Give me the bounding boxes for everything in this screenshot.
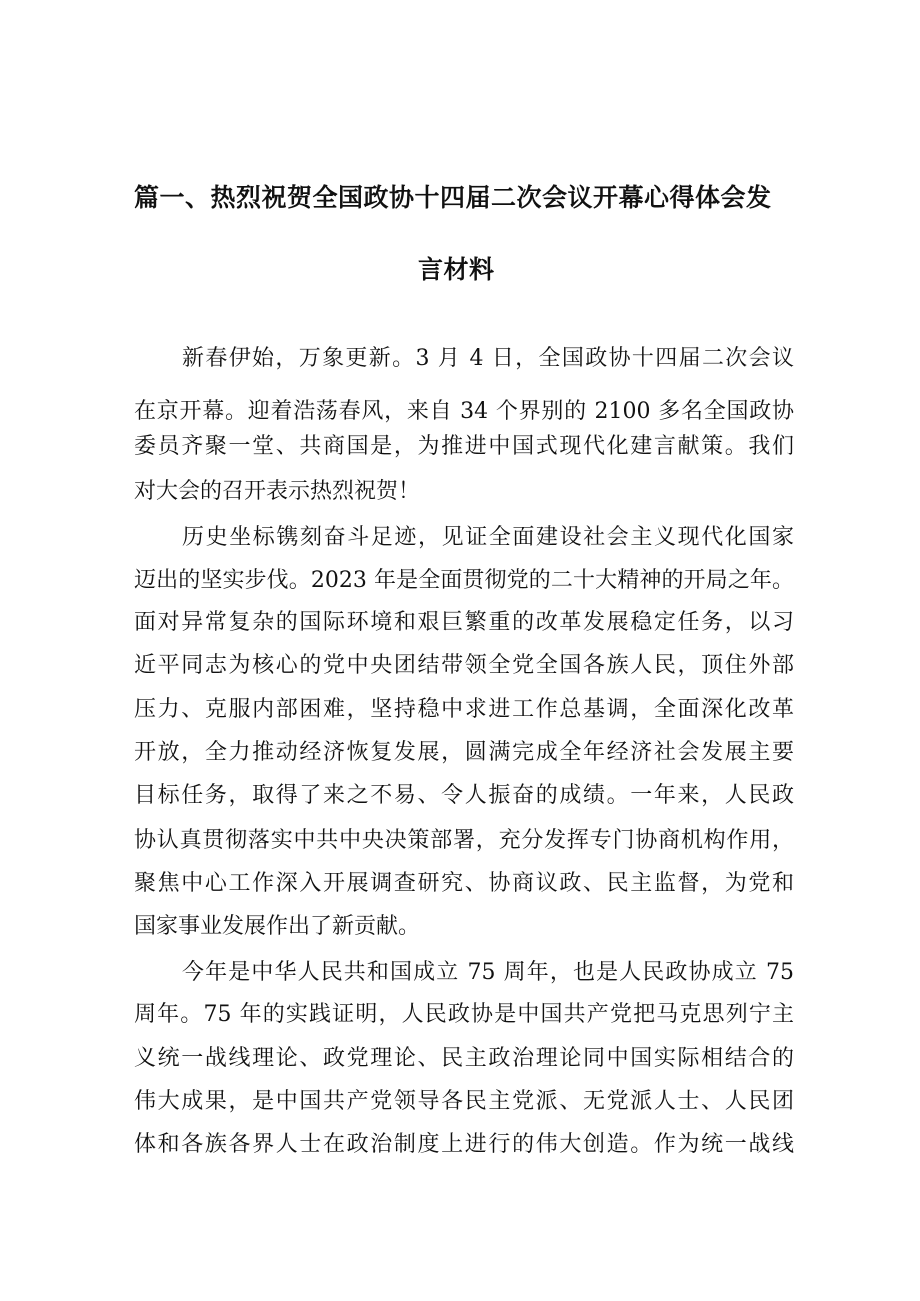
paragraph-3-line-2: 周年。75 年的实践证明，人民政协是中国共产党把马克思列宁主 [134, 1002, 794, 1027]
document-title-line-2: 言材料 [418, 255, 495, 284]
paragraph-3-line-1: 今年是中华人民共和国成立 75 周年，也是人民政协成立 75 [182, 960, 794, 985]
paragraph-1-line-2: 在京开幕。迎着浩荡春风，来自 34 个界别的 2100 多名全国政协 [134, 399, 794, 424]
paragraph-2-line-2: 迈出的坚实步伐。2023 年是全面贯彻党的二十大精神的开局之年。 [134, 568, 794, 593]
paragraph-1-line-4: 对大会的召开表示热烈祝贺！ [134, 479, 421, 504]
paragraph-2-line-4: 近平同志为核心的党中央团结带领全党全国各族人民，顶住外部 [134, 653, 794, 678]
paragraph-3-line-5: 体和各族各界人士在政治制度上进行的伟大创造。作为统一战线 [134, 1132, 794, 1157]
paragraph-2-line-10: 国家事业发展作出了新贡献。 [134, 914, 421, 939]
paragraph-1-line-3: 委员齐聚一堂、共商国是，为推进中国式现代化建言献策。我们 [134, 434, 794, 459]
paragraph-2-line-7: 目标任务，取得了来之不易、令人振奋的成绩。一年来，人民政 [134, 783, 794, 808]
paragraph-3-line-4: 伟大成果，是中国共产党领导各民主党派、无党派人士、人民团 [134, 1089, 794, 1114]
paragraph-2-line-9: 聚焦中心工作深入开展调查研究、协商议政、民主监督，为党和 [134, 871, 794, 896]
paragraph-2-line-8: 协认真贯彻落实中共中央决策部署，充分发挥专门协商机构作用， [134, 828, 794, 853]
paragraph-2-line-6: 开放，全力推动经济恢复发展，圆满完成全年经济社会发展主要 [134, 740, 794, 765]
paragraph-1-line-1: 新春伊始，万象更新。3 月 4 日，全国政协十四届二次会议 [182, 346, 794, 371]
paragraph-2-line-5: 压力、克服内部困难，坚持稳中求进工作总基调，全面深化改革 [134, 697, 794, 722]
document-title-line-1: 篇一、热烈祝贺全国政协十四届二次会议开幕心得体会发 [134, 183, 772, 212]
paragraph-2-line-3: 面对异常复杂的国际环境和艰巨繁重的改革发展稳定任务，以习 [134, 610, 794, 635]
paragraph-3-line-3: 义统一战线理论、政党理论、民主政治理论同中国实际相结合的 [134, 1046, 794, 1071]
paragraph-2-line-1: 历史坐标镌刻奋斗足迹，见证全面建设社会主义现代化国家 [182, 525, 794, 550]
